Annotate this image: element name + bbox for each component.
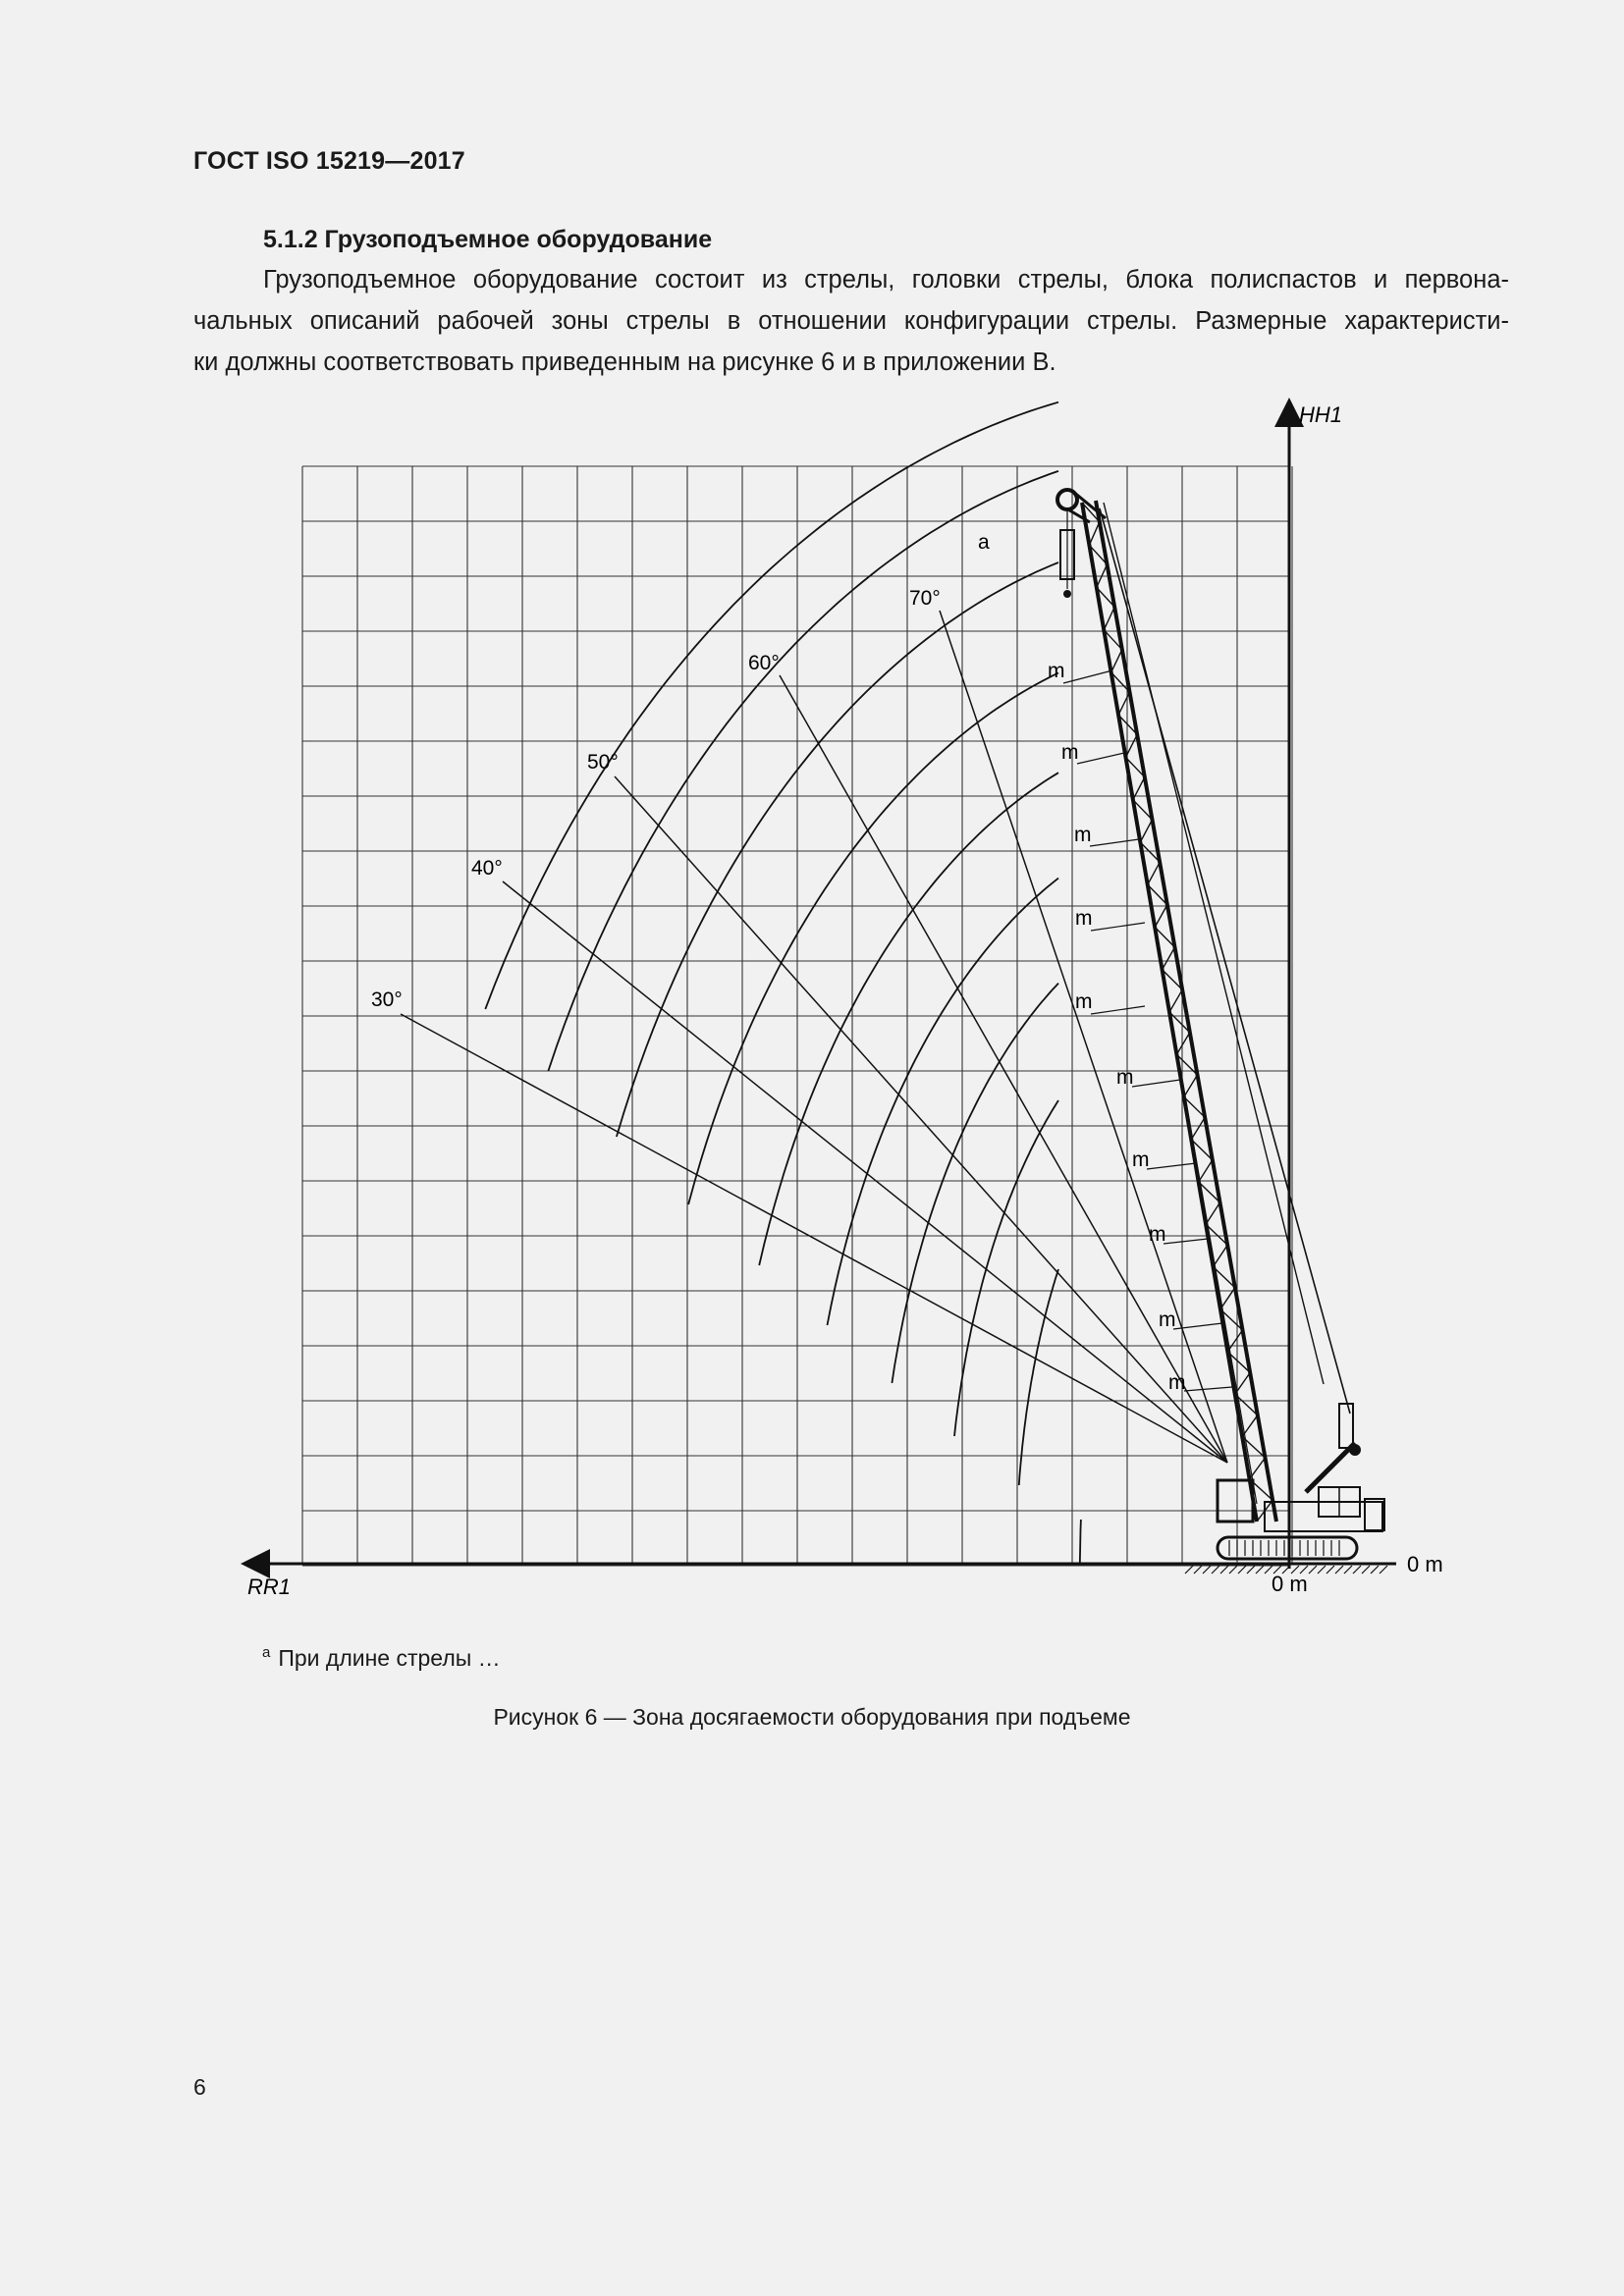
footnote-text: При длине стрелы …: [278, 1645, 501, 1671]
label-leader: [1091, 1006, 1145, 1014]
vertical-axis-label: HH1: [1299, 402, 1343, 427]
label-leader: [1184, 1387, 1232, 1391]
hoist-line: [1082, 510, 1257, 1504]
angle-label-50: 50°: [587, 751, 619, 774]
crawler-track: [1218, 1537, 1357, 1559]
reach-arc: [759, 773, 1058, 1265]
angle-label-70: 70°: [909, 587, 941, 610]
section-heading: 5.1.2 Грузоподъемное оборудование: [263, 226, 713, 253]
label-leader: [1077, 753, 1124, 764]
angle-ray: [940, 611, 1227, 1463]
angle-label-60: 60°: [748, 652, 780, 674]
crane-drawing: [1057, 490, 1384, 1559]
footnote-marker: a: [262, 1644, 271, 1661]
angle-ray: [780, 675, 1227, 1463]
reach-arc: [688, 673, 1058, 1205]
cab: [1218, 1480, 1253, 1522]
label-leader: [1091, 923, 1145, 931]
origin-label-right: 0 m: [1407, 1552, 1443, 1576]
figure-caption: Рисунок 6 — Зона досягаемости оборудования при подъеме: [493, 1704, 1131, 1730]
boom-length-label: m: [1159, 1308, 1176, 1331]
boom-length-label: m: [1074, 824, 1092, 846]
angle-label-30: 30°: [371, 988, 403, 1011]
boom-length-label: m: [1048, 660, 1065, 682]
label-leader: [1063, 670, 1112, 683]
standard-header: ГОСТ ISO 15219—2017: [193, 147, 465, 175]
reach-diagram-figure: [236, 393, 1443, 1610]
horizontal-axis-label: RR1: [247, 1575, 292, 1599]
note-marker: a: [978, 531, 990, 554]
house-window: [1319, 1487, 1360, 1517]
page-number: 6: [193, 2074, 206, 2100]
body-line-1: Грузоподъемное оборудование состоит из стрелы, головки стрелы, блока полиспастов и первона-: [263, 266, 1509, 294]
boom-length-label: m: [1075, 907, 1093, 930]
angle-ray: [503, 881, 1227, 1463]
mast-head: [1339, 1404, 1353, 1448]
origin-label-bottom: 0 m: [1272, 1572, 1308, 1596]
reach-diagram: [236, 393, 1443, 1610]
angle-ray: [401, 1014, 1227, 1463]
boom-length-label: m: [1132, 1148, 1150, 1171]
body-line-3: ки должны соответствовать приведенным на рисунке 6 и в приложении В.: [193, 348, 1056, 376]
figure-footnote: [262, 1644, 501, 1672]
angle-ray: [615, 776, 1227, 1463]
boom-length-label: m: [1116, 1066, 1134, 1089]
boom-length-label: m: [1168, 1371, 1186, 1394]
section-body: [193, 259, 1509, 383]
body-line-2: чальных описаний рабочей зоны стрелы в отношении конфигурации стрелы. Размерные характеристи-: [193, 307, 1509, 335]
boom-chord: [1096, 501, 1276, 1522]
label-leader: [1147, 1163, 1196, 1169]
boom-length-label: m: [1061, 741, 1079, 764]
reach-arc: [954, 1100, 1058, 1436]
track-pads: [1229, 1540, 1339, 1556]
mast-sheave: [1349, 1444, 1361, 1456]
mast: [1306, 1443, 1355, 1492]
reach-arc: [1058, 1520, 1081, 1564]
label-leader: [1132, 1080, 1180, 1087]
reach-arc: [548, 471, 1058, 1071]
hook: [1063, 590, 1071, 598]
boom-length-label: m: [1149, 1223, 1166, 1246]
label-leader: [1164, 1239, 1208, 1244]
reach-arc: [1019, 1269, 1058, 1485]
angle-label-40: 40°: [471, 857, 503, 880]
reach-arc: [892, 984, 1058, 1383]
angle-rays: [401, 611, 1232, 1463]
boom-length-label: m: [1075, 990, 1093, 1013]
label-leader: [1090, 839, 1139, 846]
reach-arc: [828, 879, 1059, 1325]
reach-grid: [302, 466, 1292, 1566]
